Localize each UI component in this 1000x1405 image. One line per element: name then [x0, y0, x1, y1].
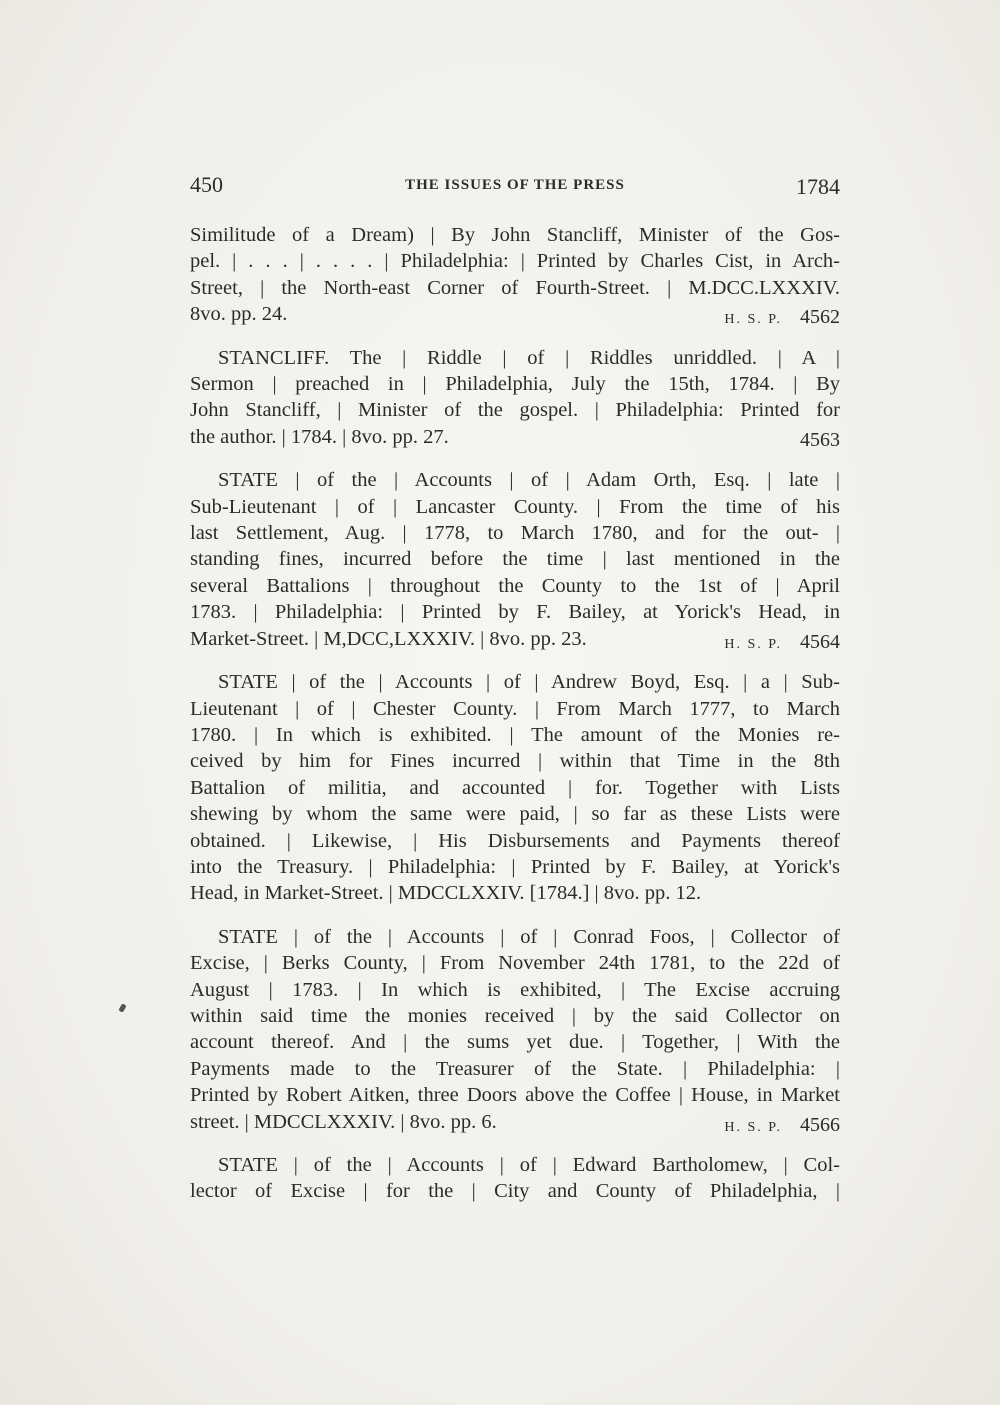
body-text: [190, 222, 840, 1222]
entry-edward-bartholomew: [190, 1152, 840, 1205]
library-code: H. S. P.: [724, 1119, 782, 1135]
entry-line: several Battalions | throughout the County to the 1st of | April: [190, 574, 840, 597]
entry-last-line: [190, 880, 840, 906]
entry-line: Excise, | Berks County, | From November 24th 1781, to the 22d of: [190, 952, 840, 975]
entry-line: Lieutenant | of | Chester County. | From March 1777, to March: [190, 697, 840, 720]
entry-line: STATE | of the | Accounts | of | Andrew Boyd, Esq. | a | Sub-: [218, 671, 840, 694]
entry-line: STATE | of the | Accounts | of | Edward Bartholomew, | Col-: [218, 1154, 840, 1176]
entry-line: last Settlement, Aug. | 1778, to March 1780, and for the out- |: [190, 522, 840, 545]
page-number: 450: [190, 172, 223, 197]
entry-4562: [190, 222, 840, 328]
entry-line: Payments made to the Treasurer of the State. | Philadelphia: |: [190, 1057, 840, 1080]
entry-number: 4563: [800, 428, 840, 451]
library-code: H. S. P.: [724, 636, 782, 652]
entry-line: ceived by him for Fines incurred | within that Time in the 8th: [190, 750, 840, 773]
running-head: [190, 172, 840, 202]
entry-last-line: [190, 1109, 840, 1135]
entry-line: account thereof. And | the sums yet due. | Together, | With the: [190, 1031, 840, 1054]
entry-4566: [190, 924, 840, 1135]
running-year: 1784: [796, 174, 840, 199]
entry-line: Printed by Robert Aitken, three Doors above the Coffee | House, in Market: [190, 1084, 840, 1107]
entry-andrew-boyd: [190, 669, 840, 907]
running-title: THE ISSUES OF THE PRESS: [405, 177, 625, 193]
entry-line: street. | MDCCLXXXIV. | 8vo. pp. 6.: [190, 1110, 497, 1133]
entry-line: Market-Street. | M,DCC,LXXXIV. | 8vo. pp. 23.: [190, 627, 587, 650]
entry-line: pel. | . . . | . . . . | Philadelphia: | Printed by Charles Cist, in Arch-: [190, 250, 840, 273]
entry-reference: [724, 304, 840, 333]
entry-line: the author. | 1784. | 8vo. pp. 27.: [190, 425, 449, 448]
entry-line: Battalion of militia, and accounted | for. Together with Lists: [190, 776, 840, 799]
entry-line: into the Treasury. | Philadelphia: | Printed by F. Bailey, at Yorick's: [190, 855, 840, 878]
entry-number: 4566: [800, 1113, 840, 1136]
entry-line: 1783. | Philadelphia: | Printed by F. Bailey, at Yorick's Head, in: [190, 601, 840, 624]
library-code: H. S. P.: [724, 312, 782, 328]
entry-line: standing fines, incurred before the time | last mentioned in the: [190, 548, 840, 571]
entry-line: August | 1783. | In which is exhibited, | The Excise accruing: [190, 978, 840, 1001]
entry-reference: [724, 1112, 840, 1141]
entry-4564: [190, 467, 840, 652]
entry-line: within said time the monies received | by the said Collector on: [190, 1004, 840, 1027]
entry-line: John Stancliff, | Minister of the gospel. | Philadelphia: Printed for: [190, 399, 840, 422]
entry-4563: [190, 345, 840, 451]
entry-reference: [724, 629, 840, 658]
entry-last-line: [190, 626, 840, 652]
entry-line: Sub-Lieutenant | of | Lancaster County. | From the time of his: [190, 495, 840, 518]
entry-line: shewing by whom the same were paid, | so far as these Lists were: [190, 803, 840, 826]
entry-reference: [782, 427, 840, 456]
entry-line: STATE | of the | Accounts | of | Conrad Foos, | Collector of: [218, 925, 840, 948]
ink-speck: [118, 1003, 126, 1012]
entry-line: Head, in Market-Street. | MDCCLXXIV. [1784.] | 8vo. pp. 12.: [190, 882, 702, 905]
entry-line: STATE | of the | Accounts | of | Adam Orth, Esq. | late |: [218, 469, 840, 492]
entry-last-line: [190, 301, 840, 327]
entry-line: 8vo. pp. 24.: [190, 303, 288, 326]
entry-line: 1780. | In which is exhibited. | The amount of the Monies re-: [190, 723, 840, 746]
entry-line: obtained. | Likewise, | His Disbursements and Payments thereof: [190, 829, 840, 852]
entry-line: Street, | the North-east Corner of Fourth-Street. | M.DCC.LXXXIV.: [190, 276, 840, 299]
entry-last-line: [190, 424, 840, 450]
entry-line: lector of Excise | for the | City and County of Philadelphia, |: [190, 1180, 840, 1203]
entry-number: 4564: [800, 630, 840, 653]
entry-number: 4562: [800, 306, 840, 329]
entry-line: Similitude of a Dream) | By John Stancliff, Minister of the Gos-: [190, 224, 840, 246]
entry-line: STANCLIFF. The | Riddle | of | Riddles unriddled. | A |: [218, 346, 840, 369]
entry-line: Sermon | preached in | Philadelphia, July the 15th, 1784. | By: [190, 373, 840, 396]
